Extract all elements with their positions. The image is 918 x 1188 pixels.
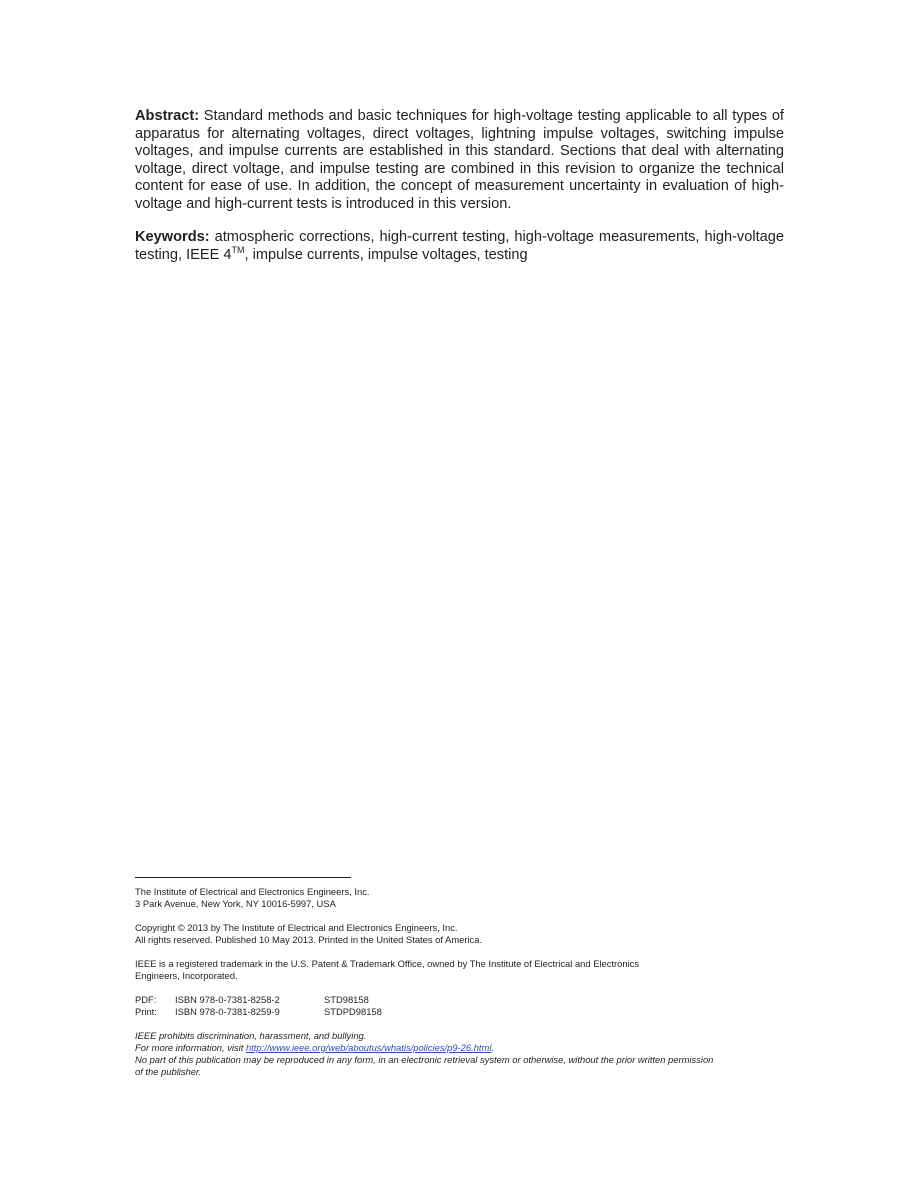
more-info-line bbox=[135, 1042, 795, 1054]
publisher-address: 3 Park Avenue, New York, NY 10016-5997, USA bbox=[135, 898, 336, 909]
footer-divider bbox=[135, 877, 351, 878]
copyright-info bbox=[135, 922, 795, 946]
trademark-superscript: TM bbox=[231, 244, 245, 255]
keywords-text-before: atmospheric corrections, high-current testing, high-voltage measurements, high-voltage testing, IEEE 4 bbox=[135, 229, 784, 263]
isbn-code: STDPD98158 bbox=[324, 1006, 382, 1017]
publisher-name: The Institute of Electrical and Electronics Engineers, Inc. bbox=[135, 886, 370, 897]
keywords-text-after: , impulse currents, impulse voltages, testing bbox=[244, 246, 528, 263]
footer bbox=[135, 886, 795, 1090]
keywords-paragraph bbox=[135, 229, 784, 264]
reproduction-notice-2: of the publisher. bbox=[135, 1066, 202, 1077]
trademark-info bbox=[135, 958, 795, 982]
isbn-format: PDF: bbox=[135, 994, 157, 1005]
abstract-label: Abstract: bbox=[135, 108, 200, 124]
more-info-period: . bbox=[491, 1042, 495, 1053]
discrimination-notice: IEEE prohibits discrimination, harassment, and bullying. bbox=[135, 1030, 367, 1041]
keywords-section bbox=[135, 229, 784, 264]
isbn-row-print bbox=[135, 1006, 795, 1018]
copyright-line: Copyright © 2013 by The Institute of Electrical and Electronics Engineers, Inc. bbox=[135, 922, 458, 933]
abstract-section bbox=[135, 108, 784, 214]
policy-link[interactable]: http://www.ieee.org/web/aboutus/whatis/policies/p9-26.html bbox=[245, 1042, 492, 1053]
rights-line: All rights reserved. Published 10 May 2013. Printed in the United States of America. bbox=[135, 934, 483, 945]
isbn-number: ISBN 978-0-7381-8258-2 bbox=[175, 994, 280, 1005]
isbn-info bbox=[135, 994, 795, 1018]
reproduction-notice-1: No part of this publication may be reproduced in any form, in an electronic retrieval system or otherwise, without the prior written permission bbox=[135, 1054, 714, 1065]
abstract-paragraph bbox=[135, 108, 784, 214]
publisher-info bbox=[135, 886, 795, 910]
trademark-line-1: IEEE is a registered trademark in the U.S. Patent & Trademark Office, owned by The Institute of Electrical and Electronics bbox=[135, 958, 640, 969]
abstract-text: Standard methods and basic techniques for high-voltage testing applicable to all types of apparatus for alternating voltages, direct voltages, lightning impulse voltages, switching impulse voltages, and impulse currents are established in this standard. Sections that deal with alternating voltage, direct voltage, and impulse testing are combined in this revision to organize the technical content for ease of use. In addition, the concept of measurement uncertainty in evaluation of high-voltage and high-current tests is introduced in this version. bbox=[135, 108, 784, 212]
isbn-row-pdf bbox=[135, 994, 795, 1006]
more-info-text: For more information, visit bbox=[135, 1042, 246, 1053]
keywords-label: Keywords: bbox=[135, 229, 210, 245]
trademark-line-2: Engineers, Incorporated. bbox=[135, 970, 238, 981]
isbn-number: ISBN 978-0-7381-8259-9 bbox=[175, 1006, 280, 1017]
isbn-code: STD98158 bbox=[324, 994, 369, 1005]
legal-notice bbox=[135, 1030, 795, 1078]
isbn-format: Print: bbox=[135, 1006, 157, 1017]
